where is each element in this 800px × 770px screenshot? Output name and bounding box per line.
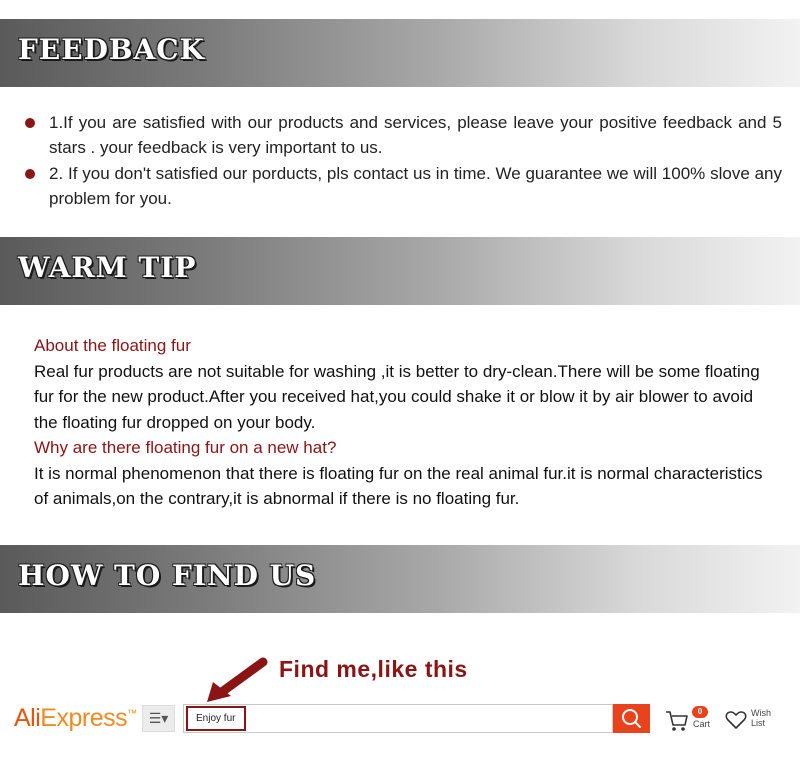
wishlist-button[interactable] [724, 706, 784, 734]
feedback-item-text: 1.If you are satisfied with our products and services, please leave your positive feedback and 5 stars . your feedback is very important to us. [49, 113, 782, 157]
find-hint: Find me,like this [279, 656, 468, 682]
cart-button[interactable] [664, 706, 712, 734]
feedback-title: FEEDBACK [18, 33, 205, 66]
heart-icon [724, 708, 748, 732]
bullet-icon [25, 169, 35, 179]
tip-answer-2: It is normal phenomenon that there is floating fur on the real animal fur.it is normal characteristics of animals,on the contrary,it is abnormal if there is no floating fur. [34, 463, 763, 508]
find-us-title: HOW TO FIND US [18, 559, 317, 592]
logo-trademark: ™ [127, 708, 137, 720]
cart-label: Cart [693, 719, 711, 729]
find-us-banner [0, 545, 800, 613]
bullet-icon [25, 118, 35, 128]
tip-question-2: Why are there floating fur on a new hat? [34, 438, 337, 457]
search-icon [613, 704, 650, 733]
warm-tip-content [34, 333, 774, 512]
warm-tip-banner [0, 237, 800, 305]
logo-express: Express [40, 704, 128, 732]
search-value: Enjoy fur [186, 706, 246, 731]
tip-answer-1: Real fur products are not suitable for washing ,it is better to dry-clean.There will be some floating fur for the new product.After you received hat,you could shake it or blow it by air blower to avoid the floating fur dropped on your body. [34, 361, 760, 432]
search-input[interactable] [183, 704, 613, 733]
wishlist-label [751, 708, 771, 728]
tip-question-1: About the floating fur [34, 336, 191, 355]
aliexpress-logo[interactable] [14, 704, 137, 733]
menu-icon: ☰▾ [148, 710, 169, 726]
cart-count-badge: 0 [692, 706, 708, 718]
category-menu-button[interactable] [142, 705, 175, 732]
wishlist-label-line1: Wish [751, 708, 771, 718]
wishlist-label-line2: List [751, 718, 766, 728]
arrow-icon [205, 656, 269, 704]
feedback-item-text: 2. If you don't satisfied our porducts, pls contact us in time. We guarantee we will 100% slove any problem for you. [49, 164, 782, 208]
feedback-list [22, 110, 782, 212]
logo-ali: Ali [14, 704, 41, 732]
cart-icon [664, 708, 690, 734]
feedback-item [22, 110, 782, 160]
feedback-banner [0, 19, 800, 87]
warm-tip-title: WARM TIP [18, 251, 197, 284]
search-button[interactable] [613, 704, 650, 733]
feedback-item [22, 161, 782, 211]
